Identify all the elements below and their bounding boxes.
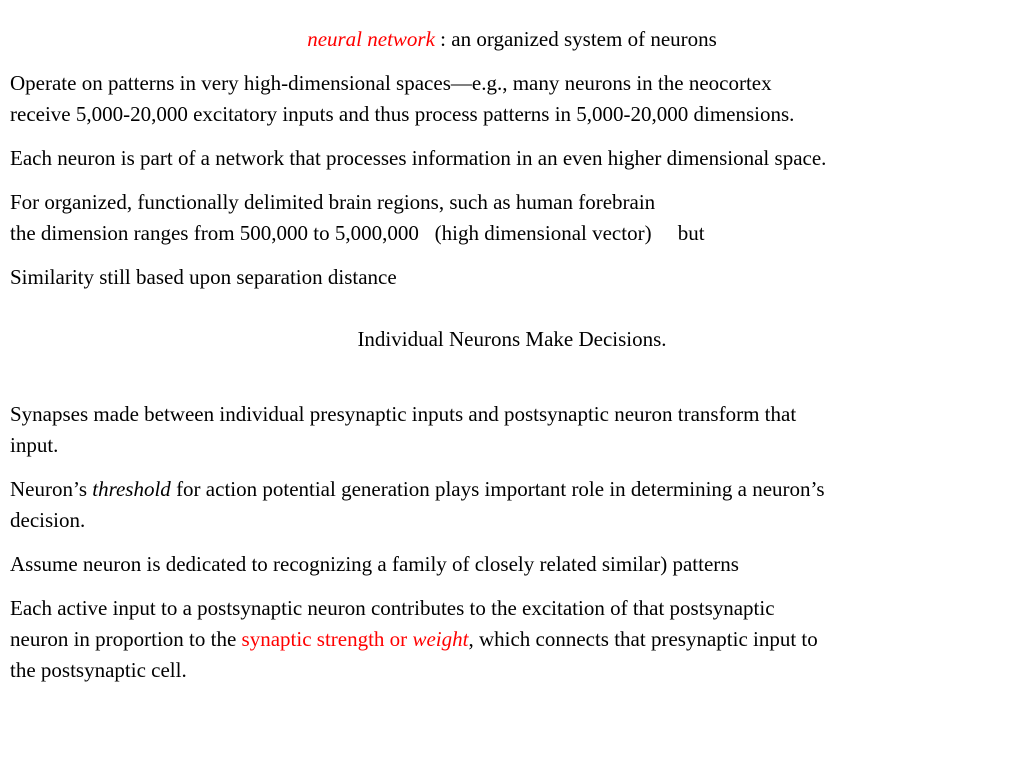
paragraph-similarity [10,262,1014,293]
paragraph-each-input-line2 [10,624,1014,655]
paragraph-each-input [10,593,1014,686]
each-input-pre: neuron in proportion to the [10,627,242,651]
paragraph-organized-line2: the dimension ranges from 500,000 to 5,000,000 (high dimensional vector) but [10,221,705,245]
paragraph-synapses [10,399,1014,461]
paragraph-threshold-line2: decision. [10,508,86,532]
paragraph-threshold-line1 [10,474,1014,505]
paragraph-assume [10,549,1014,580]
weight-text: weight [412,627,469,651]
paragraph-operate-line2: receive 5,000-20,000 excitatory inputs and thus process patterns in 5,000-20,000 dimensions. [10,102,795,126]
threshold-pre: Neuron’s [10,477,93,501]
definition-text: : an organized system of neurons [434,27,717,51]
paragraph-network-line: Each neuron is part of a network that processes information in an even higher dimensional space. [10,146,827,170]
paragraph-assume-line: Assume neuron is dedicated to recognizing a family of closely related similar) patterns [10,552,739,576]
paragraph-organized [10,187,1014,249]
section-heading-text: Individual Neurons Make Decisions. [357,327,667,351]
paragraph-threshold [10,474,1014,536]
synaptic-strength-text: synaptic strength or [241,627,413,651]
threshold-post: for action potential generation plays important role in determining a neuron’s [170,477,825,501]
definition-term: neural network [307,27,435,51]
paragraph-operate-line1: Operate on patterns in very high-dimensional spaces—e.g., many neurons in the neocortex [10,71,772,95]
threshold-emphasis: threshold [92,477,171,501]
paragraph-operate [10,68,1014,130]
each-input-post: , which connects that presynaptic input to [468,627,818,651]
definition-line [0,24,1024,55]
paragraph-network [10,143,1014,174]
paragraph-synapses-line2: input. [10,433,59,457]
paragraph-similarity-line: Similarity still based upon separation distance [10,265,397,289]
section-heading [0,324,1024,355]
paragraph-each-input-line3: the postsynaptic cell. [10,658,187,682]
paragraph-each-input-line1: Each active input to a postsynaptic neuron contributes to the excitation of that postsynaptic [10,596,775,620]
paragraph-synapses-line1: Synapses made between individual presynaptic inputs and postsynaptic neuron transform that [10,402,797,426]
paragraph-organized-line1: For organized, functionally delimited brain regions, such as human forebrain [10,190,656,214]
